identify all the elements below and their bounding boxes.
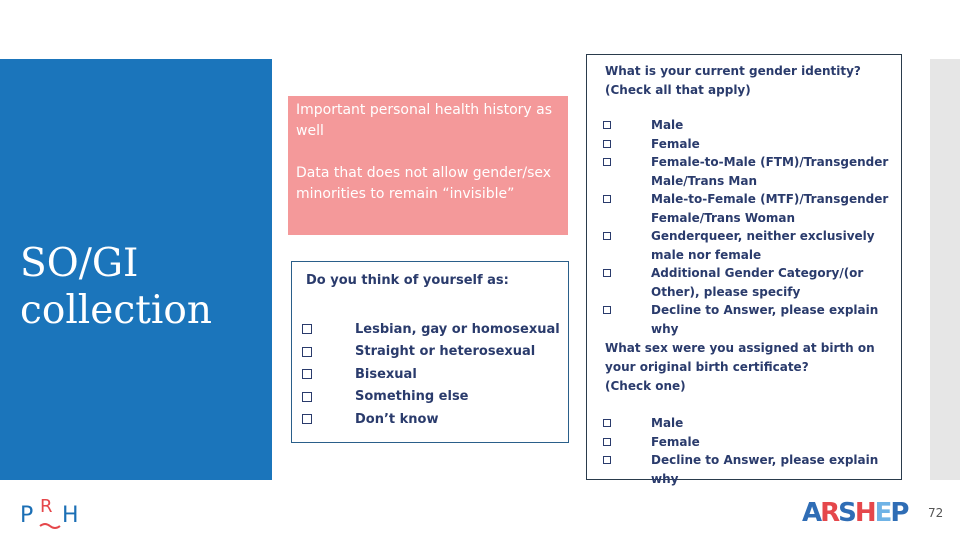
checkbox-icon [302, 369, 312, 379]
birth-option [603, 433, 891, 452]
gender-identity-form [586, 54, 902, 486]
checkbox-icon [603, 158, 611, 166]
checkbox-icon [603, 195, 611, 203]
checkbox-icon [603, 456, 611, 464]
checkbox-icon [603, 140, 611, 148]
callout-line-2: Data that does not allow gender/sex minorities to remain “invisible” [296, 165, 552, 202]
page-number: 72 [928, 506, 944, 520]
birth-option [603, 451, 891, 488]
svg-text:R: R [40, 498, 53, 517]
birth-question-line: your original birth certificate? [605, 360, 809, 374]
checkbox-icon [603, 419, 611, 427]
orientation-option [302, 341, 560, 364]
checkbox-icon [603, 232, 611, 240]
birth-question-note: (Check one) [605, 379, 686, 393]
arshep-logo: ARSHEP [802, 498, 908, 528]
gender-option [603, 153, 891, 190]
svg-text:H: H [62, 503, 79, 528]
slide-title: SO/GI collection [20, 241, 212, 333]
gender-option [603, 190, 891, 227]
option-label: Bisexual [355, 366, 417, 382]
prh-logo [20, 498, 90, 532]
orientation-option [302, 318, 560, 341]
gender-option [603, 227, 891, 264]
gender-options [603, 116, 891, 338]
option-label: Male [651, 416, 684, 430]
option-label: Straight or heterosexual [355, 344, 536, 360]
right-grey-strip [930, 59, 960, 480]
gender-question-line: What is your current gender identity? [605, 64, 861, 78]
birth-sex-question [605, 339, 875, 396]
option-label: Male-to-Female (MTF)/Transgender Female/Trans Woman [651, 192, 889, 225]
option-label: Female-to-Male (FTM)/Transgender Male/Trans Man [651, 155, 889, 188]
checkbox-icon [302, 324, 312, 334]
checkbox-icon [302, 392, 312, 402]
birth-options [603, 414, 891, 488]
checkbox-icon [302, 347, 312, 357]
orientation-question: Do you think of yourself as: [306, 273, 509, 288]
option-label: Decline to Answer, please explain why [651, 453, 879, 486]
orientation-option [302, 386, 560, 409]
option-label: Genderqueer, neither exclusively male nor female [651, 229, 875, 262]
checkbox-icon [603, 306, 611, 314]
checkbox-icon [603, 269, 611, 277]
option-label: Female [651, 136, 700, 151]
gender-option [603, 264, 891, 301]
callout-line-1: Important personal health history as well [296, 102, 553, 139]
checkbox-icon [302, 414, 312, 424]
checkbox-icon [603, 121, 611, 129]
orientation-option [302, 363, 560, 386]
gender-question [605, 62, 861, 100]
option-label: Decline to Answer, please explain why [651, 303, 879, 336]
gender-question-note: (Check all that apply) [605, 83, 751, 97]
option-label: Lesbian, gay or homosexual [355, 321, 560, 337]
callout-box [288, 96, 568, 235]
svg-text:P: P [20, 503, 34, 528]
orientation-form [291, 261, 569, 443]
gender-option [603, 135, 891, 154]
option-label: Something else [355, 389, 469, 405]
option-label: Male [651, 118, 684, 132]
checkbox-icon [603, 438, 611, 446]
gender-option [603, 116, 891, 135]
option-label: Female [651, 434, 700, 449]
birth-question-line: What sex were you assigned at birth on [605, 341, 875, 355]
option-label: Don’t know [355, 411, 439, 427]
birth-option [603, 414, 891, 433]
orientation-option [302, 408, 560, 431]
gender-option [603, 301, 891, 338]
option-label: Additional Gender Category/(or Other), please specify [651, 266, 864, 299]
